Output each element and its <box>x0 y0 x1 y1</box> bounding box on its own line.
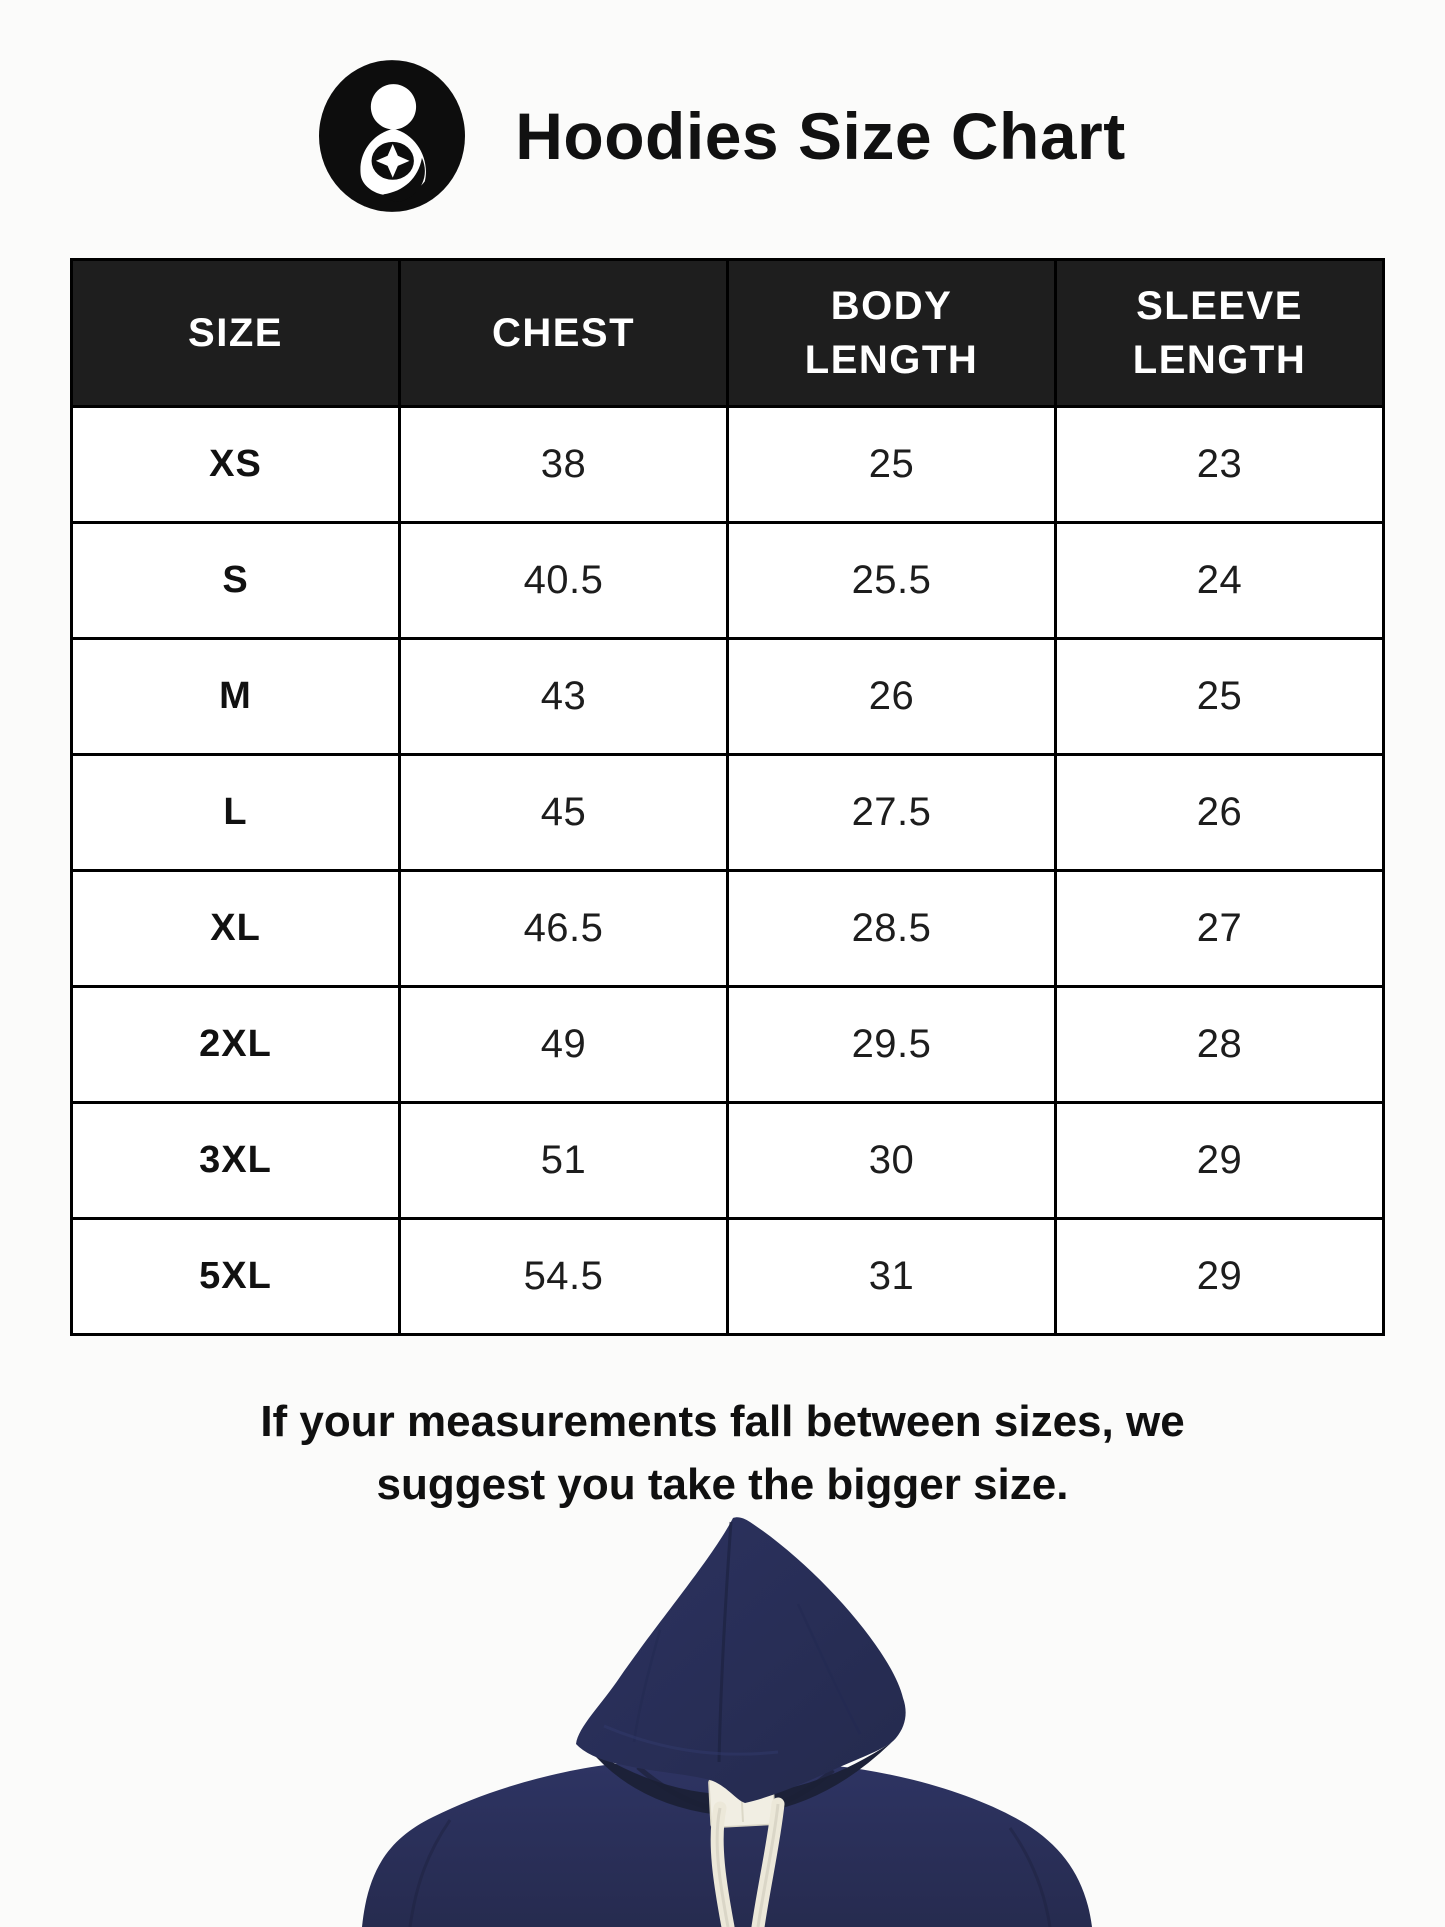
column-header-sleeve-length: SLEEVE LENGTH <box>1056 260 1384 407</box>
fit-note-line-1: If your measurements fall between sizes, we <box>260 1397 1185 1446</box>
sleeve-length-cell: 29 <box>1056 1219 1384 1335</box>
size-chart-table <box>70 258 1385 1336</box>
sleeve-length-cell: 27 <box>1056 871 1384 987</box>
chest-cell: 45 <box>400 755 728 871</box>
size-cell: M <box>72 639 400 755</box>
fit-note-line-2: suggest you take the bigger size. <box>376 1460 1069 1509</box>
body-length-cell: 26 <box>728 639 1056 755</box>
table-row <box>72 407 1384 523</box>
table-row <box>72 987 1384 1103</box>
sleeve-length-cell: 25 <box>1056 639 1384 755</box>
brand-logo-icon <box>319 60 465 212</box>
size-cell: XS <box>72 407 400 523</box>
chest-cell: 49 <box>400 987 728 1103</box>
table-row <box>72 1219 1384 1335</box>
chest-cell: 51 <box>400 1103 728 1219</box>
page-title: Hoodies Size Chart <box>515 99 1126 173</box>
body-length-cell: 28.5 <box>728 871 1056 987</box>
table-header-row <box>72 260 1384 407</box>
table-row <box>72 639 1384 755</box>
table-row <box>72 755 1384 871</box>
table-row <box>72 523 1384 639</box>
sleeve-length-cell: 29 <box>1056 1103 1384 1219</box>
chest-cell: 54.5 <box>400 1219 728 1335</box>
column-header-body-length: BODY LENGTH <box>728 260 1056 407</box>
hoodie-photo <box>258 1512 1188 1927</box>
size-cell: S <box>72 523 400 639</box>
table-row <box>72 871 1384 987</box>
sleeve-length-cell: 26 <box>1056 755 1384 871</box>
body-length-cell: 25 <box>728 407 1056 523</box>
chest-cell: 43 <box>400 639 728 755</box>
chest-cell: 40.5 <box>400 523 728 639</box>
brand-header <box>0 54 1445 218</box>
fit-note <box>0 1390 1445 1516</box>
size-cell: 2XL <box>72 987 400 1103</box>
body-length-cell: 25.5 <box>728 523 1056 639</box>
body-length-cell: 31 <box>728 1219 1056 1335</box>
size-cell: 5XL <box>72 1219 400 1335</box>
sleeve-length-cell: 28 <box>1056 987 1384 1103</box>
size-cell: 3XL <box>72 1103 400 1219</box>
body-length-cell: 27.5 <box>728 755 1056 871</box>
column-header-size: SIZE <box>72 260 400 407</box>
body-length-cell: 30 <box>728 1103 1056 1219</box>
size-cell: XL <box>72 871 400 987</box>
sleeve-length-cell: 23 <box>1056 407 1384 523</box>
chest-cell: 38 <box>400 407 728 523</box>
chest-cell: 46.5 <box>400 871 728 987</box>
size-cell: L <box>72 755 400 871</box>
body-length-cell: 29.5 <box>728 987 1056 1103</box>
sleeve-length-cell: 24 <box>1056 523 1384 639</box>
column-header-chest: CHEST <box>400 260 728 407</box>
table-row <box>72 1103 1384 1219</box>
